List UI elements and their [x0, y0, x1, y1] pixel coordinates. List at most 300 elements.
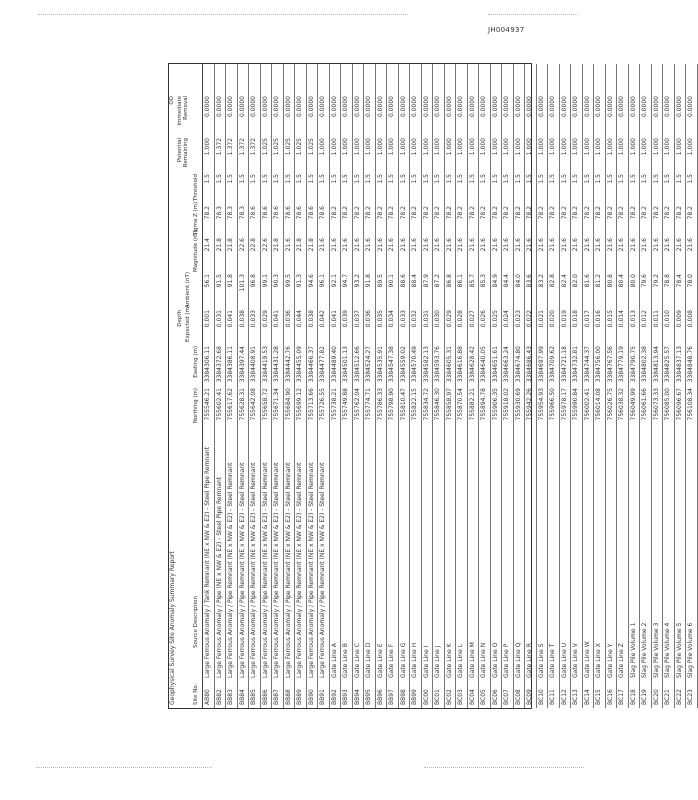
cell-easting: 3384697.99	[537, 346, 545, 383]
cell-source-description: Gate Line N	[480, 642, 487, 678]
cell-sigma-z: 78.6	[273, 206, 280, 220]
cell-site-no: BC14	[583, 689, 591, 705]
cell-depth: 0.011	[652, 310, 660, 328]
cell-easting: 3384419.53	[261, 346, 269, 383]
cell-source-description: Slag Pile Volume 5	[675, 622, 683, 678]
cell-ambient: 85.3	[480, 274, 487, 288]
anomaly-table	[168, 63, 694, 709]
cell-source-description: Slag Pile Volume 1	[629, 622, 637, 678]
cell-site-no: BB89	[296, 689, 303, 705]
cell-immediate: 0.0000	[330, 96, 338, 117]
cell-threshold: 1.5	[204, 174, 211, 184]
cell-immediate: 0.0000	[457, 96, 464, 117]
cell-depth: 0.018	[572, 310, 579, 328]
cell-depth: 0.031	[215, 310, 223, 328]
cell-sigma-z: 78.6	[284, 206, 292, 220]
cell-source-description: Gate Line A	[330, 643, 338, 678]
cell-easting: 3384455.09	[296, 346, 303, 383]
cell-ambient: 82.8	[549, 274, 556, 288]
cell-sigma-z: 78.2	[526, 206, 533, 220]
cell-threshold: 1.5	[583, 174, 591, 184]
cell-easting: 3384442.76	[284, 346, 292, 383]
cell-depth: 0.022	[526, 310, 533, 328]
cell-northing: 755738.21	[330, 388, 338, 421]
cell-site-no: BC02	[445, 689, 453, 705]
cell-site-no: BC06	[491, 689, 499, 705]
cell-threshold: 1.5	[664, 174, 671, 184]
cell-immediate: 0.0000	[526, 96, 533, 117]
cell-depth: 0.026	[480, 310, 487, 328]
cell-magnitude: 21.4	[204, 238, 211, 252]
cell-site-no: BC13	[572, 689, 579, 705]
cell-depth: 0.037	[353, 310, 361, 328]
table-row	[376, 64, 388, 708]
cell-ambient: 99.5	[284, 274, 292, 288]
table-row	[491, 64, 503, 708]
table-row	[583, 64, 595, 708]
cell-potential: 1.000	[641, 138, 648, 156]
cell-northing: 755858.97	[445, 388, 453, 421]
cell-source-description: Large Ferrous Anomaly / Pipe Remnant (NE x NW & E2) - Steel Remnant	[261, 462, 269, 678]
cell-ambient: 82.0	[572, 274, 579, 288]
cell-immediate: 0.0000	[503, 96, 510, 117]
cell-threshold: 1.5	[238, 174, 246, 184]
table-row	[422, 64, 434, 708]
cell-easting: 3384306.11	[204, 346, 211, 383]
cell-ambient: 82.4	[560, 274, 568, 288]
cell-easting: 3384605.31	[445, 346, 453, 383]
cell-magnitude: 22.8	[250, 238, 257, 252]
cell-immediate: 0.0000	[227, 96, 234, 117]
cell-source-description: Gate Line P	[503, 643, 510, 678]
cell-easting: 3384628.42	[468, 346, 476, 383]
cell-immediate: 0.0000	[560, 96, 568, 117]
cell-northing: 755822.15	[411, 388, 418, 421]
cell-threshold: 1.5	[319, 174, 326, 184]
cell-depth: 0.042	[319, 310, 326, 328]
cell-threshold: 1.5	[411, 174, 418, 184]
cell-northing: 755966.50	[549, 388, 556, 421]
cell-magnitude: 21.6	[549, 238, 556, 252]
cell-threshold: 1.5	[434, 174, 441, 184]
cell-potential: 1.000	[411, 138, 418, 156]
cell-site-no: BB98	[399, 689, 407, 705]
cell-threshold: 1.5	[606, 174, 614, 184]
cell-easting: 3384674.80	[514, 346, 522, 383]
cell-threshold: 1.5	[652, 174, 660, 184]
cell-source-description: Gate Line E	[376, 643, 384, 678]
cell-sigma-z: 78.6	[296, 206, 303, 220]
table-row	[548, 64, 560, 708]
cell-potential: 1.372	[215, 138, 223, 156]
cell-depth: 0.036	[365, 310, 372, 328]
cell-immediate: 0.0000	[388, 96, 395, 117]
cell-magnitude: 21.6	[664, 238, 671, 252]
cell-easting: 3384837.13	[675, 346, 683, 383]
cell-site-no: BB85	[250, 689, 257, 705]
cell-threshold: 1.5	[330, 174, 338, 184]
scan-edge-top-left	[38, 14, 408, 15]
cell-potential: 1.000	[204, 138, 211, 156]
table-row	[525, 64, 537, 708]
cell-northing: 756038.32	[618, 388, 625, 421]
table-row	[249, 64, 261, 708]
table-row	[307, 64, 319, 708]
table-row	[479, 64, 491, 708]
cell-magnitude: 21.6	[560, 238, 568, 252]
cell-ambient: 94.7	[342, 274, 349, 288]
cell-source-description: Slag Pile Volume 4	[664, 622, 671, 678]
cell-sigma-z: 78.2	[606, 206, 614, 220]
cell-potential: 1.000	[572, 138, 579, 156]
cell-northing: 755786.33	[376, 388, 384, 421]
cell-northing: 755810.47	[399, 388, 407, 421]
cell-depth: 0.016	[595, 310, 602, 328]
cell-sigma-z: 78.2	[422, 206, 430, 220]
cell-potential: 1.000	[399, 138, 407, 156]
cell-potential: 1.372	[238, 138, 246, 156]
cell-ambient: 101.3	[238, 274, 246, 292]
cell-easting: 3384489.40	[330, 346, 338, 383]
table-row	[318, 64, 330, 708]
cell-source-description: Gate Line I	[422, 645, 430, 678]
cell-depth: 0.027	[468, 310, 476, 328]
table-row	[215, 64, 227, 708]
cell-site-no: BC01	[434, 689, 441, 705]
cell-site-no: BB96	[376, 689, 384, 705]
cell-potential: 1.000	[687, 138, 694, 156]
cell-source-description: Large Ferrous Anomaly / Pipe Remnant (NE x NW & E2) - Steel Remnant	[319, 462, 326, 678]
cell-potential: 1.000	[537, 138, 545, 156]
cell-immediate: 0.0000	[549, 96, 556, 117]
table-row	[387, 64, 399, 708]
cell-potential: 1.000	[422, 138, 430, 156]
cell-site-no: BB88	[284, 689, 292, 705]
cell-potential: 1.025	[284, 138, 292, 156]
cell-threshold: 1.5	[215, 174, 223, 184]
cell-easting: 3384640.05	[480, 346, 487, 383]
cell-ambient: 80.8	[606, 274, 614, 288]
header-immediate: Immediate Removal	[177, 96, 189, 126]
cell-magnitude: 21.6	[537, 238, 545, 252]
cell-northing: 755906.35	[491, 388, 499, 421]
cell-threshold: 1.5	[572, 174, 579, 184]
cell-northing: 755658.72	[261, 388, 269, 421]
cell-site-no: BB92	[330, 689, 338, 705]
cell-easting: 3384535.91	[376, 346, 384, 383]
table-row	[514, 64, 526, 708]
cell-sigma-z: 78.2	[652, 206, 660, 220]
header-potential: Potential Remaining	[177, 138, 189, 168]
cell-depth: 0.017	[583, 310, 591, 328]
cell-immediate: 0.0000	[238, 96, 246, 117]
cell-site-no: BC15	[595, 689, 602, 705]
cell-depth: 0.032	[411, 310, 418, 328]
cell-northing: 756026.75	[606, 388, 614, 421]
cell-sigma-z: 78.6	[250, 206, 257, 220]
header-group-depth: Depth	[177, 310, 183, 327]
cell-sigma-z: 78.2	[595, 206, 602, 220]
cell-source-description: Slag Pile Volume 3	[652, 622, 660, 678]
cell-depth: 0.030	[434, 310, 441, 328]
cell-ambient: 99.1	[261, 274, 269, 288]
cell-magnitude: 21.6	[595, 238, 602, 252]
cell-magnitude: 21.6	[468, 238, 476, 252]
table-row	[640, 64, 652, 708]
cell-site-no: BC09	[526, 689, 533, 705]
cell-immediate: 0.0000	[468, 96, 476, 117]
cell-potential: 1.000	[365, 138, 372, 156]
cell-northing: 756108.34	[687, 388, 694, 421]
cell-threshold: 1.5	[629, 174, 637, 184]
cell-source-description: Slag Pile Volume 2	[641, 622, 648, 678]
cell-threshold: 1.5	[376, 174, 384, 184]
cell-magnitude: 21.8	[307, 238, 315, 252]
cell-potential: 1.000	[549, 138, 556, 156]
cell-threshold: 1.5	[526, 174, 533, 184]
cell-source-description: Large Ferrous Anomaly / Pipe Remnant (NE x NW & E2) - Steel Remnant	[250, 462, 257, 678]
cell-ambient: 87.2	[434, 274, 441, 288]
table-body	[203, 64, 694, 708]
cell-potential: 1.000	[629, 138, 637, 156]
cell-depth: 0.033	[250, 310, 257, 328]
cell-ambient: 93.2	[353, 274, 361, 288]
cell-northing: 755882.21	[468, 388, 476, 421]
cell-immediate: 0.0000	[491, 96, 499, 117]
cell-northing: 755942.26	[526, 388, 533, 421]
cell-easting: 3384593.76	[434, 346, 441, 383]
header-sigma-z: Sigma Z (m)	[193, 201, 199, 236]
cell-potential: 1.000	[491, 138, 499, 156]
cell-threshold: 1.5	[457, 174, 464, 184]
scan-edge-top-right	[488, 14, 578, 15]
cell-site-no: BB84	[238, 689, 246, 705]
cell-northing: 756049.99	[629, 388, 637, 421]
cell-easting: 3384663.24	[503, 346, 510, 383]
header-depth-expected: Expected (m)	[185, 304, 191, 342]
cell-potential: 1.000	[376, 138, 384, 156]
cell-immediate: 0.0000	[583, 96, 591, 117]
cell-potential: 1.000	[330, 138, 338, 156]
cell-sigma-z: 78.2	[365, 206, 372, 220]
header-northing: Northing (m)	[193, 388, 199, 424]
cell-site-no: BC18	[629, 689, 637, 705]
table-row	[433, 64, 445, 708]
cell-source-description: Large Ferrous Anomaly / Tank Remnant (NE x NW & E2) - Steel Pipe Remnant	[204, 446, 211, 678]
cell-source-description: Gate Line Y	[606, 643, 614, 678]
cell-magnitude: 21.6	[330, 238, 338, 252]
cell-northing: 755699.12	[296, 388, 303, 421]
table-title: Geophysical Survey Site Anomaly Summary Report	[169, 551, 176, 705]
cell-depth: 0.041	[330, 310, 338, 328]
cell-potential: 1.000	[652, 138, 660, 156]
cell-immediate: 0.0000	[376, 96, 384, 117]
cell-sigma-z: 78.2	[629, 206, 637, 220]
cell-northing: 755978.17	[560, 388, 568, 421]
cell-ambient: 81.6	[583, 274, 591, 288]
cell-immediate: 0.0000	[445, 96, 453, 117]
cell-threshold: 1.5	[353, 174, 361, 184]
table-row	[295, 64, 307, 708]
cell-potential: 1.025	[273, 138, 280, 156]
cell-source-description: Gate Line X	[595, 643, 602, 678]
cell-easting: 3384767.56	[606, 346, 614, 383]
table-row	[203, 64, 215, 708]
cell-threshold: 1.5	[618, 174, 625, 184]
cell-immediate: 0.0000	[284, 96, 292, 117]
cell-easting: 3384372.68	[215, 346, 223, 383]
cell-magnitude: 21.6	[445, 238, 453, 252]
cell-threshold: 1.5	[595, 174, 602, 184]
cell-magnitude: 21.6	[342, 238, 349, 252]
cell-magnitude: 21.6	[457, 238, 464, 252]
table-row	[571, 64, 583, 708]
cell-potential: 1.000	[353, 138, 361, 156]
cell-site-no: BC11	[549, 689, 556, 705]
cell-source-description: Gate Line S	[537, 643, 545, 678]
cell-depth: 0.038	[238, 310, 246, 328]
cell-northing: 756073.33	[652, 388, 660, 421]
cell-magnitude: 21.6	[376, 238, 384, 252]
cell-threshold: 1.5	[445, 174, 453, 184]
cell-threshold: 1.5	[422, 174, 430, 184]
cell-northing: 755617.62	[227, 388, 234, 421]
cell-easting: 3384466.37	[307, 346, 315, 383]
cell-ambient: 78.8	[664, 274, 671, 288]
cell-sigma-z: 78.2	[537, 206, 545, 220]
header-threshold: Threshold	[193, 174, 199, 202]
cell-ambient: 84.4	[503, 274, 510, 288]
bates-number: JH004937	[488, 26, 525, 34]
cell-immediate: 0.0000	[572, 96, 579, 117]
cell-immediate: 0.0000	[422, 96, 430, 117]
cell-depth: 0.025	[491, 310, 499, 328]
cell-easting: 3384408.91	[250, 346, 257, 383]
cell-easting: 3384477.82	[319, 346, 326, 383]
table-row	[272, 64, 284, 708]
cell-ambient: 80.4	[618, 274, 625, 288]
cell-ambient: 96.8	[250, 274, 257, 288]
cell-sigma-z: 78.6	[261, 206, 269, 220]
cell-sigma-z: 78.2	[468, 206, 476, 220]
table-row	[560, 64, 572, 708]
cell-sigma-z: 78.2	[675, 206, 683, 220]
cell-depth: 0.044	[296, 310, 303, 328]
cell-threshold: 1.5	[468, 174, 476, 184]
cell-easting: 3384386.11	[227, 346, 234, 383]
cell-ambient: 80.0	[629, 274, 637, 288]
cell-source-description: Large Ferrous Anomaly / Pipe Remnant (NE x NW & E2) - Steel Remnant	[227, 462, 234, 678]
cell-ambient: 88.4	[411, 274, 418, 288]
cell-magnitude: 21.6	[652, 238, 660, 252]
cell-depth: 0.041	[273, 310, 280, 328]
cell-depth: 0.028	[457, 310, 464, 328]
cell-source-description: Gate Line Q	[514, 642, 522, 678]
cell-immediate: 0.0000	[215, 96, 223, 117]
table-row	[364, 64, 376, 708]
cell-immediate: 0.0000	[618, 96, 625, 117]
cell-easting: 3384501.13	[342, 346, 349, 383]
cell-immediate: 0.0000	[204, 96, 211, 117]
cell-northing: 755834.72	[422, 388, 430, 421]
cell-ambient: 90.1	[388, 274, 395, 288]
cell-source-description: Large Ferrous Anomaly / Pipe Remnant (NE x NW & E2) - Steel Remnant	[307, 462, 315, 678]
cell-potential: 1.000	[675, 138, 683, 156]
cell-threshold: 1.5	[261, 174, 269, 184]
cell-sigma-z: 78.2	[583, 206, 591, 220]
cell-easting: 3384616.88	[457, 346, 464, 383]
table-row	[468, 64, 480, 708]
cell-sigma-z: 78.2	[503, 206, 510, 220]
cell-site-no: BC00	[422, 689, 430, 705]
cell-magnitude: 21.6	[284, 238, 292, 252]
cell-source-description: Gate Line T	[549, 643, 556, 678]
cell-sigma-z: 78.2	[376, 206, 384, 220]
cell-northing: 755684.90	[284, 388, 292, 421]
cell-depth: 0.014	[618, 310, 625, 328]
cell-sigma-z: 78.2	[664, 206, 671, 220]
cell-immediate: 0.0000	[319, 96, 326, 117]
cell-sigma-z: 78.2	[572, 206, 579, 220]
header-magnitude: Magnitude (nT)	[193, 229, 199, 272]
cell-depth: 0.029	[445, 310, 453, 328]
cell-ambient: 91.8	[227, 274, 234, 288]
cell-potential: 1.000	[514, 138, 522, 156]
cell-potential: 1.000	[434, 138, 441, 156]
header-ambient: Ambient (nT)	[185, 271, 191, 308]
cell-threshold: 1.5	[365, 174, 372, 184]
cell-site-no: BC17	[618, 689, 625, 705]
cell-site-no: BB95	[365, 689, 372, 705]
cell-northing: 755798.90	[388, 388, 395, 421]
cell-ambient: 89.5	[376, 274, 384, 288]
cell-potential: 1.000	[480, 138, 487, 156]
cell-sigma-z: 78.2	[411, 206, 418, 220]
table-row	[594, 64, 606, 708]
cell-ambient: 81.2	[595, 274, 602, 288]
cell-sigma-z: 78.2	[353, 206, 361, 220]
cell-magnitude: 21.6	[503, 238, 510, 252]
cell-immediate: 0.0000	[342, 96, 349, 117]
table-row	[284, 64, 296, 708]
cell-northing: 755894.78	[480, 388, 487, 421]
table-row	[226, 64, 238, 708]
cell-immediate: 0.0000	[250, 96, 257, 117]
cell-site-no: BB94	[353, 689, 361, 705]
cell-northing: 755774.71	[365, 388, 372, 421]
cell-site-no: BB91	[319, 689, 326, 705]
cell-immediate: 0.0000	[273, 96, 280, 117]
cell-source-description: Large Ferrous Anomaly / Pipe (NE x NW & E2) - Steel Pipe Remnant	[215, 476, 223, 678]
cell-immediate: 0.0000	[595, 96, 602, 117]
cell-site-no: BC12	[560, 689, 568, 705]
cell-northing: 755671.34	[273, 388, 280, 421]
cell-site-no: BC19	[641, 689, 648, 705]
cell-immediate: 0.0000	[687, 96, 694, 117]
cell-sigma-z: 78.2	[560, 206, 568, 220]
cell-magnitude: 21.6	[434, 238, 441, 252]
cell-potential: 1.000	[618, 138, 625, 156]
cell-sigma-z: 78.2	[687, 206, 694, 220]
cell-depth: 0.019	[560, 310, 568, 328]
cell-source-description: Gate Line H	[411, 642, 418, 678]
cell-potential: 1.372	[227, 138, 234, 156]
cell-site-no: BB86	[261, 689, 269, 705]
cell-threshold: 1.5	[560, 174, 568, 184]
cell-magnitude: 21.6	[514, 238, 522, 252]
cell-source-description: Gate Line U	[560, 642, 568, 678]
cell-magnitude: 21.8	[273, 238, 280, 252]
